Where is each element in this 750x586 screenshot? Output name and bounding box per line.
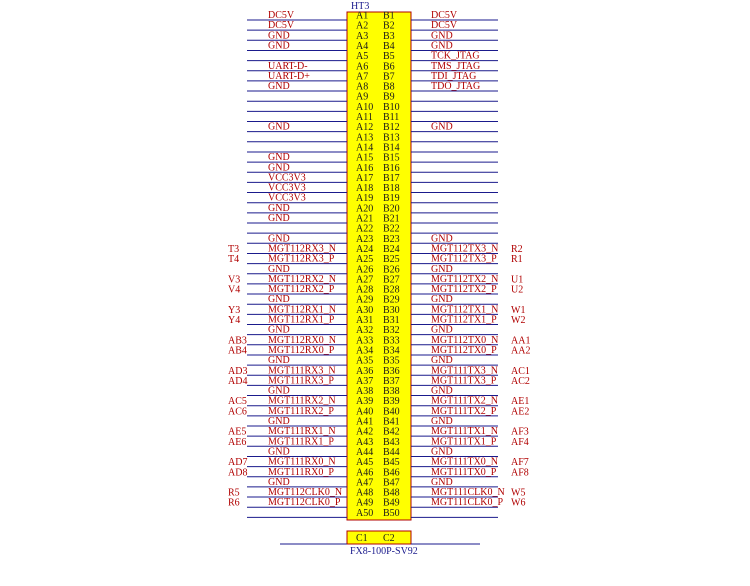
pin-label-b13: B13 (383, 132, 400, 144)
pin-label-a5: A5 (356, 51, 369, 63)
pin-label-c1: C1 (356, 533, 368, 544)
pin-label-b27: B27 (383, 274, 400, 286)
pin-label-a38: A38 (356, 386, 374, 398)
pin-label-a2: A2 (356, 20, 369, 32)
pin-label-b5: B5 (383, 51, 395, 63)
pin-label-a18: A18 (356, 183, 374, 195)
pin-label-b29: B29 (383, 294, 400, 306)
net-label-b25: MGT112TX3_P (431, 253, 497, 265)
net-label-b39: MGT111TX2_N (431, 395, 499, 407)
net-label-b28: MGT112TX2_P (431, 284, 497, 296)
net-label-b44: GND (431, 446, 453, 458)
fpga-ball-b48: W5 (511, 487, 526, 499)
pin-label-b41: B41 (383, 416, 400, 428)
pin-label-a37: A37 (356, 375, 374, 387)
pin-label-a50: A50 (356, 507, 374, 519)
pin-label-a20: A20 (356, 203, 374, 215)
fpga-ball-a31: Y4 (228, 315, 241, 326)
fpga-ball-a42: AE5 (228, 426, 247, 438)
component-reference: HT3 (351, 1, 370, 12)
net-label-a28: MGT112RX2_P (268, 284, 335, 296)
net-label-b5: TCK_JTAG (431, 50, 480, 62)
pin-label-a28: A28 (356, 284, 374, 296)
net-label-a42: MGT111RX1_N (268, 426, 336, 438)
pin-label-b47: B47 (383, 477, 400, 489)
pin-label-b6: B6 (383, 61, 395, 73)
net-label-b29: GND (431, 294, 453, 306)
pin-label-a8: A8 (356, 81, 369, 93)
pin-label-a30: A30 (356, 304, 374, 316)
pin-label-a25: A25 (356, 254, 374, 266)
fpga-ball-a40: AC6 (228, 406, 247, 418)
net-label-a29: GND (268, 294, 290, 306)
net-label-b35: GND (431, 355, 453, 367)
net-label-a12: GND (268, 121, 290, 133)
fpga-ball-a37: AD4 (228, 375, 248, 387)
pin-label-a6: A6 (356, 61, 369, 73)
pin-label-b30: B30 (383, 304, 400, 316)
pin-label-a45: A45 (356, 457, 374, 469)
pin-label-a44: A44 (356, 446, 374, 458)
pin-label-b18: B18 (383, 183, 400, 195)
fpga-ball-b27: U1 (511, 274, 524, 286)
pin-label-b16: B16 (383, 162, 400, 174)
pin-label-b28: B28 (383, 284, 400, 296)
net-label-a34: MGT112RX0_P (268, 344, 335, 356)
net-label-b30: MGT112TX1_N (431, 304, 499, 316)
pin-label-b40: B40 (383, 406, 400, 418)
net-label-a25: MGT112RX3_P (268, 253, 335, 265)
fpga-ball-b43: AF4 (511, 436, 529, 448)
pin-label-a19: A19 (356, 193, 374, 205)
fpga-ball-a25: T4 (228, 254, 240, 266)
fpga-ball-b31: W2 (511, 315, 526, 326)
fpga-ball-b37: AC2 (511, 375, 530, 387)
net-label-a16: GND (268, 162, 290, 174)
pin-label-b9: B9 (383, 91, 395, 103)
pin-label-b32: B32 (383, 325, 400, 337)
fpga-ball-b46: AF8 (511, 467, 529, 479)
net-label-b42: MGT111TX1_N (431, 426, 499, 438)
pin-label-b26: B26 (383, 264, 400, 276)
net-label-b48: MGT111CLK0_N (431, 487, 505, 499)
fpga-ball-a39: AC5 (228, 396, 247, 408)
pin-label-a4: A4 (356, 40, 369, 52)
pin-label-a41: A41 (356, 416, 374, 428)
pin-label-a47: A47 (356, 477, 374, 489)
pin-label-b2: B2 (383, 20, 395, 32)
net-label-a37: MGT111RX3_P (268, 375, 334, 387)
pin-label-a43: A43 (356, 436, 374, 448)
pin-label-a9: A9 (356, 91, 369, 103)
net-label-b1: DC5V (431, 10, 458, 21)
pin-label-a22: A22 (356, 223, 374, 235)
net-label-b46: MGT111TX0_P (431, 466, 497, 478)
net-label-a43: MGT111RX1_P (268, 436, 334, 448)
net-label-a27: MGT112RX2_N (268, 273, 336, 285)
pin-label-b50: B50 (383, 507, 400, 519)
net-label-a23: GND (268, 233, 290, 245)
fpga-ball-a28: V4 (228, 284, 241, 296)
fpga-ball-a45: AD7 (228, 457, 248, 469)
net-label-b47: GND (431, 476, 453, 488)
net-label-b26: GND (431, 263, 453, 275)
fpga-ball-b36: AC1 (511, 365, 530, 377)
net-label-a3: GND (268, 30, 290, 42)
fpga-ball-b28: U2 (511, 284, 524, 296)
pin-label-a39: A39 (356, 396, 374, 408)
fpga-ball-a36: AD3 (228, 365, 248, 377)
net-label-a48: MGT112CLK0_N (268, 487, 343, 499)
pin-label-b39: B39 (383, 396, 400, 408)
fpga-ball-a33: AB3 (228, 335, 247, 347)
part-number: FX8-100P-SV92 (350, 546, 418, 557)
fpga-ball-a34: AB4 (228, 345, 247, 357)
pin-label-b34: B34 (383, 345, 400, 357)
net-label-b37: MGT111TX3_P (431, 375, 497, 387)
fpga-ball-b30: W1 (511, 304, 526, 316)
pin-label-a15: A15 (356, 152, 374, 164)
fpga-ball-b33: AA1 (511, 335, 531, 347)
net-label-a18: VCC3V3 (268, 182, 306, 194)
fpga-ball-b49: W6 (511, 497, 526, 509)
pin-label-b14: B14 (383, 142, 400, 154)
net-label-b8: TDO_JTAG (431, 81, 481, 93)
fpga-ball-a49: R6 (228, 497, 240, 509)
net-label-a30: MGT112RX1_N (268, 304, 336, 316)
pin-label-b44: B44 (383, 446, 400, 458)
pin-label-b25: B25 (383, 254, 400, 266)
net-label-a19: VCC3V3 (268, 192, 306, 204)
pin-label-b20: B20 (383, 203, 400, 215)
net-label-b43: MGT111TX1_P (431, 436, 497, 448)
pin-label-a23: A23 (356, 233, 374, 245)
net-label-b4: GND (431, 40, 453, 52)
fpga-ball-b34: AA2 (511, 345, 531, 357)
net-label-a17: VCC3V3 (268, 172, 306, 184)
fpga-ball-a30: Y3 (228, 304, 241, 316)
net-label-b32: GND (431, 324, 453, 336)
pin-label-b22: B22 (383, 223, 400, 235)
net-label-b33: MGT112TX0_N (431, 334, 499, 346)
pin-label-b19: B19 (383, 193, 400, 205)
pin-label-b38: B38 (383, 386, 400, 398)
pin-label-b31: B31 (383, 315, 400, 326)
pin-label-a33: A33 (356, 335, 374, 347)
fpga-ball-b24: R2 (511, 243, 523, 255)
net-label-b27: MGT112TX2_N (431, 273, 499, 285)
pin-label-a32: A32 (356, 325, 374, 337)
net-label-a32: GND (268, 324, 290, 336)
pin-label-a40: A40 (356, 406, 374, 418)
net-label-b7: TDI_JTAG (431, 70, 477, 82)
pin-label-a48: A48 (356, 487, 374, 499)
pin-label-a1: A1 (356, 10, 369, 22)
net-label-b49: MGT111CLK0_P (431, 497, 504, 509)
fpga-ball-b25: R1 (511, 254, 523, 266)
pin-label-a49: A49 (356, 497, 374, 509)
pin-label-a14: A14 (356, 142, 374, 154)
net-label-a6: UART-D- (268, 60, 308, 72)
fpga-ball-a48: R5 (228, 487, 240, 499)
net-label-b40: MGT111TX2_P (431, 405, 497, 417)
net-label-b36: MGT111TX3_N (431, 365, 499, 377)
pin-label-a35: A35 (356, 355, 374, 367)
pin-label-a24: A24 (356, 243, 374, 255)
fpga-ball-b39: AE1 (511, 396, 530, 408)
pin-label-b48: B48 (383, 487, 400, 499)
net-label-a8: GND (268, 81, 290, 93)
net-label-a1: DC5V (268, 10, 295, 21)
pin-label-a17: A17 (356, 172, 374, 184)
net-label-a47: GND (268, 476, 290, 488)
net-label-b2: DC5V (431, 20, 458, 32)
net-label-a35: GND (268, 355, 290, 367)
pin-label-a36: A36 (356, 365, 374, 377)
pin-label-a16: A16 (356, 162, 374, 174)
pin-label-b11: B11 (383, 112, 400, 123)
net-label-a31: MGT112RX1_P (268, 314, 335, 326)
fpga-ball-b40: AE2 (511, 406, 530, 418)
net-label-a49: MGT112CLK0_P (268, 497, 341, 509)
net-label-a41: GND (268, 416, 290, 427)
pin-label-b45: B45 (383, 457, 400, 469)
pin-label-a21: A21 (356, 213, 374, 225)
pin-label-b23: B23 (383, 233, 400, 245)
net-label-a40: MGT111RX2_P (268, 405, 334, 417)
pin-label-b10: B10 (383, 101, 400, 113)
net-label-a45: MGT111RX0_N (268, 456, 336, 468)
pin-label-a27: A27 (356, 274, 374, 286)
pin-label-b7: B7 (383, 71, 395, 83)
pin-label-b46: B46 (383, 467, 400, 479)
pin-label-a12: A12 (356, 122, 374, 134)
pin-label-b17: B17 (383, 172, 400, 184)
pin-label-b24: B24 (383, 243, 400, 255)
pin-label-b43: B43 (383, 436, 400, 448)
fpga-ball-a24: T3 (228, 243, 240, 255)
fpga-ball-b42: AF3 (511, 426, 529, 438)
pin-label-b42: B42 (383, 426, 400, 438)
pin-label-a26: A26 (356, 264, 374, 276)
net-label-a33: MGT112RX0_N (268, 334, 336, 346)
net-label-a24: MGT112RX3_N (268, 243, 336, 255)
net-label-a21: GND (268, 213, 290, 224)
pin-label-a31: A31 (356, 315, 374, 326)
net-label-a15: GND (268, 152, 290, 164)
fpga-ball-a43: AE6 (228, 436, 247, 448)
pin-label-b3: B3 (383, 30, 395, 42)
fpga-ball-a27: V3 (228, 274, 241, 286)
pin-label-b36: B36 (383, 365, 400, 377)
pin-label-b8: B8 (383, 81, 395, 93)
net-label-a39: MGT111RX2_N (268, 395, 336, 407)
net-label-b45: MGT111TX0_N (431, 456, 499, 468)
net-label-a44: GND (268, 446, 290, 458)
pin-label-a34: A34 (356, 345, 374, 357)
net-label-b12: GND (431, 121, 453, 133)
pin-label-b1: B1 (383, 10, 395, 22)
fpga-ball-b45: AF7 (511, 457, 529, 469)
pin-label-a10: A10 (356, 101, 374, 113)
pin-label-a7: A7 (356, 71, 369, 83)
pin-label-b49: B49 (383, 497, 400, 509)
net-label-b6: TMS_JTAG (431, 60, 481, 72)
pin-label-a42: A42 (356, 426, 374, 438)
net-label-b31: MGT112TX1_P (431, 314, 497, 326)
net-label-b38: GND (431, 385, 453, 397)
net-label-b23: GND (431, 233, 453, 245)
net-label-a2: DC5V (268, 20, 295, 32)
pin-label-b21: B21 (383, 213, 400, 225)
net-label-a36: MGT111RX3_N (268, 365, 336, 377)
net-label-a46: MGT111RX0_P (268, 466, 334, 478)
net-label-b41: GND (431, 416, 453, 427)
net-label-a7: UART-D+ (268, 70, 310, 82)
pin-label-c2: C2 (383, 533, 395, 544)
pin-label-a11: A11 (356, 112, 373, 123)
pin-label-b15: B15 (383, 152, 400, 164)
net-label-a20: GND (268, 202, 290, 214)
net-label-a38: GND (268, 385, 290, 397)
pin-label-b12: B12 (383, 122, 400, 134)
net-label-a4: GND (268, 40, 290, 52)
pin-label-a3: A3 (356, 30, 369, 42)
pin-label-b33: B33 (383, 335, 400, 347)
net-label-b34: MGT112TX0_P (431, 344, 497, 356)
net-label-b24: MGT112TX3_N (431, 243, 499, 255)
pin-label-b37: B37 (383, 375, 400, 387)
net-label-a26: GND (268, 263, 290, 275)
pin-label-a46: A46 (356, 467, 374, 479)
pin-label-a13: A13 (356, 132, 374, 144)
pin-label-b35: B35 (383, 355, 400, 367)
net-label-b3: GND (431, 30, 453, 42)
pin-label-a29: A29 (356, 294, 374, 306)
pin-label-b4: B4 (383, 40, 395, 52)
fpga-ball-a46: AD8 (228, 467, 248, 479)
